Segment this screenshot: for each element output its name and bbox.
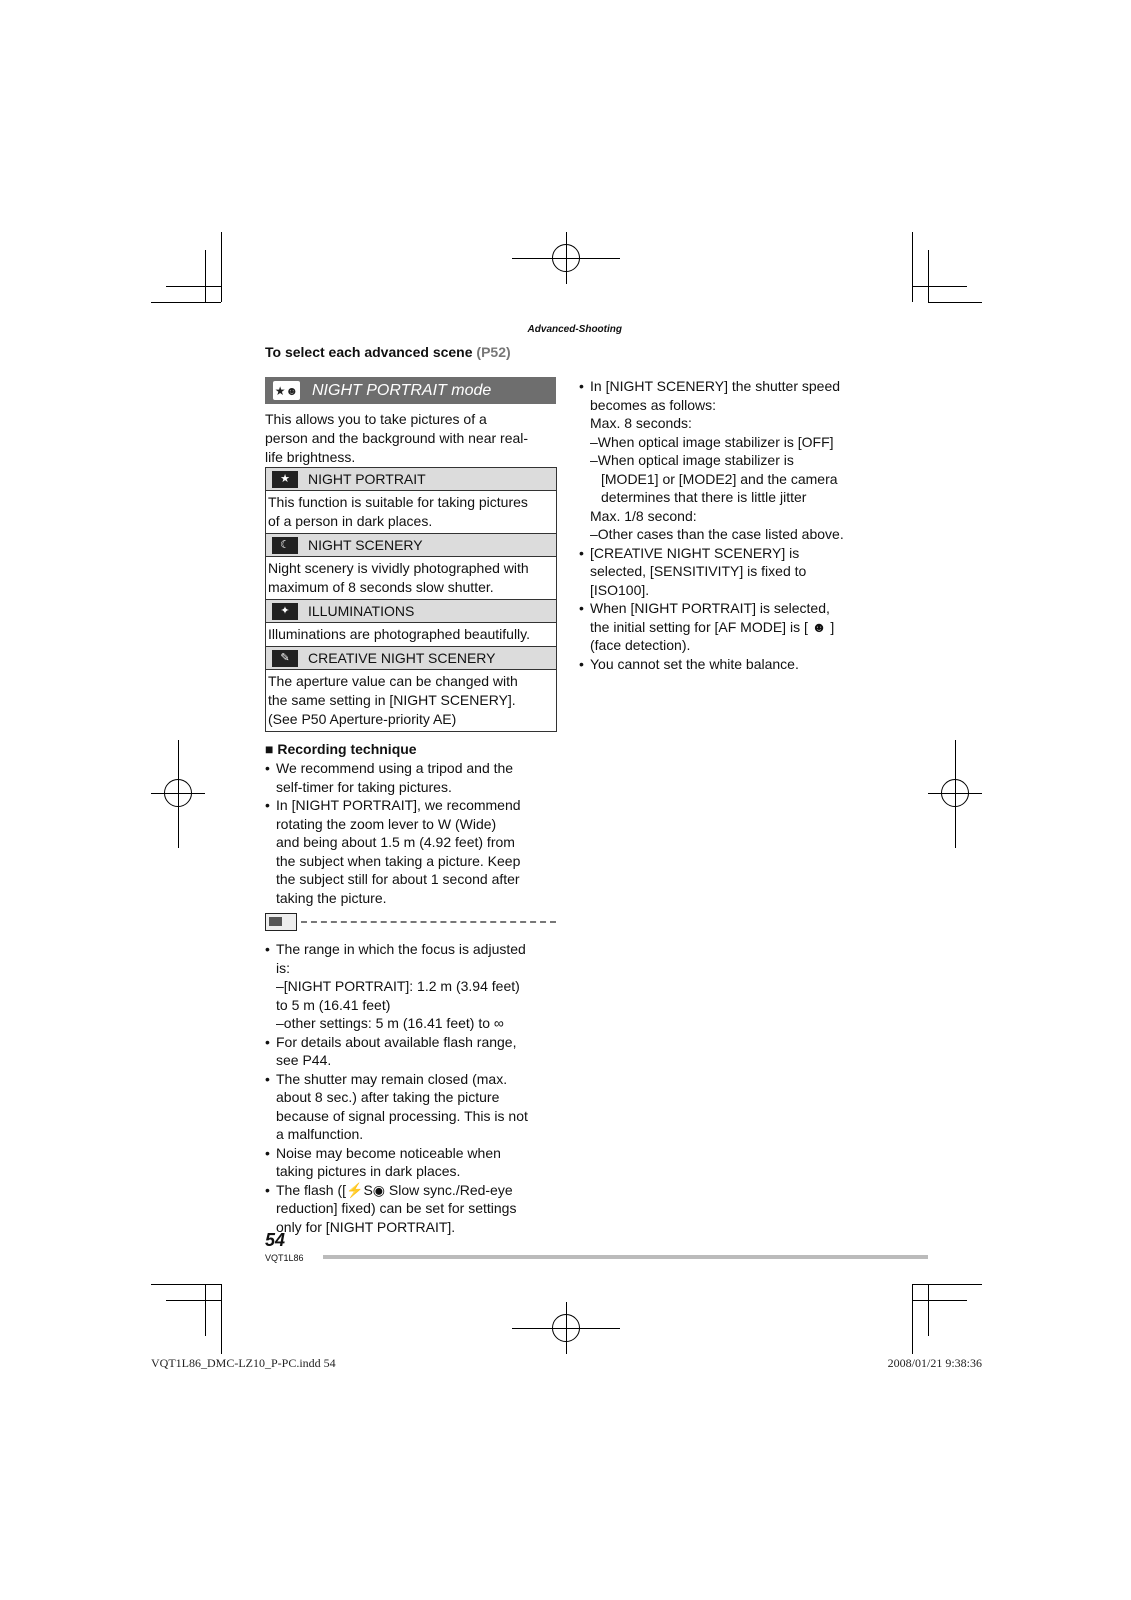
night-portrait-icon: ★ — [272, 471, 298, 488]
list-item — [265, 796, 560, 907]
scene-label: CREATIVE NIGHT SCENERY — [308, 649, 496, 666]
list-line: • In [NIGHT PORTRAIT], we recommend — [276, 797, 521, 813]
intro-line: life brightness. — [265, 449, 356, 465]
list-line: the initial setting for [AF MODE] is [ ☻ ] — [590, 618, 835, 635]
night-portrait-icon: ★☻ — [273, 381, 300, 400]
recording-list — [265, 759, 560, 907]
list-line: about 8 sec.) after taking the picture — [276, 1089, 500, 1105]
list-item — [579, 544, 879, 600]
scene-line: Night scenery is vividly photographed with — [268, 560, 529, 576]
list-line: • For details about available flash range, — [276, 1033, 517, 1050]
list-line: Max. 8 seconds: — [590, 415, 692, 431]
scene-label: NIGHT PORTRAIT — [308, 470, 426, 487]
list-line: rotating the zoom lever to W (Wide) — [276, 815, 497, 832]
list-line: • The flash ([⚡S◉ Slow sync./Red-eye — [276, 1181, 513, 1198]
footer-rule — [323, 1255, 928, 1259]
dashed-rule — [301, 921, 556, 923]
list-item — [265, 940, 560, 1033]
list-line: • In [NIGHT SCENERY] the shutter speed — [590, 378, 841, 394]
sub-item — [276, 1014, 560, 1033]
list-line: Max. 1/8 second: — [590, 507, 697, 524]
list-line: reduction] fixed) can be set for settings — [276, 1200, 517, 1216]
intro-text — [265, 410, 560, 467]
mode-banner — [265, 377, 556, 404]
scene-description — [266, 670, 556, 731]
creative-night-scenery-icon: ✎ — [272, 650, 298, 667]
scene-label: ILLUMINATIONS — [308, 602, 415, 619]
page-ref-link[interactable]: (P52) — [476, 344, 511, 360]
scene-line: maximum of 8 seconds slow shutter. — [268, 579, 494, 595]
scene-row-header — [266, 647, 556, 670]
note-icon — [265, 913, 297, 931]
list-line: selected, [SENSITIVITY] is fixed to — [590, 563, 807, 579]
list-line: [ISO100]. — [590, 581, 650, 598]
scene-label: NIGHT SCENERY — [308, 536, 423, 553]
illuminations-icon: ✦ — [272, 603, 298, 620]
list-line: • When [NIGHT PORTRAIT] is selected, — [590, 600, 830, 616]
notes-list — [265, 940, 560, 1236]
scene-description — [266, 623, 556, 647]
list-line: –When optical image stabilizer is [OFF] — [590, 433, 834, 450]
list-line: • Noise may become noticeable when — [276, 1144, 501, 1161]
note-divider — [265, 913, 556, 931]
scene-line: This function is suitable for taking pictures — [268, 494, 528, 510]
list-line: because of signal processing. This is not — [276, 1107, 528, 1124]
scene-description — [266, 557, 556, 600]
list-line: (face detection). — [590, 637, 691, 653]
intro-line: This allows you to take pictures of a — [265, 411, 487, 427]
list-line: self-timer for taking pictures. — [276, 778, 452, 795]
recording-technique — [265, 740, 560, 907]
list-line: –When optical image stabilizer is — [590, 452, 794, 468]
list-line: –[NIGHT PORTRAIT]: 1.2 m (3.94 feet) — [276, 978, 520, 994]
list-line: is: — [276, 959, 290, 976]
list-item — [579, 655, 879, 674]
scene-row-header — [266, 468, 556, 491]
list-item — [579, 599, 879, 655]
mode-title: NIGHT PORTRAIT mode — [312, 381, 492, 399]
list-line: [MODE1] or [MODE2] and the camera — [601, 470, 838, 487]
list-item — [265, 759, 560, 796]
scene-table — [265, 467, 557, 732]
list-line: the subject still for about 1 second after — [276, 871, 520, 887]
notes-section — [265, 940, 560, 1236]
list-line: • [CREATIVE NIGHT SCENERY] is — [590, 544, 800, 561]
scene-line: the same setting in [NIGHT SCENERY]. — [268, 692, 516, 708]
scene-description — [266, 491, 556, 534]
list-item — [265, 1181, 560, 1237]
section-header: Advanced-Shooting — [527, 324, 622, 335]
list-line: taking the picture. — [276, 889, 387, 906]
list-item — [265, 1144, 560, 1181]
list-line: a malfunction. — [276, 1126, 364, 1142]
list-item — [265, 1070, 560, 1144]
file-slug: VQT1L86_DMC-LZ10_P-PC.indd 54 — [151, 1356, 336, 1370]
page-number: 54 — [265, 1230, 286, 1250]
list-line: see P44. — [276, 1052, 332, 1068]
list-item — [265, 1033, 560, 1070]
right-column — [579, 377, 879, 673]
list-line: determines that there is little jitter — [601, 489, 807, 505]
intro-line: person and the background with near real- — [265, 430, 529, 446]
scene-line: The aperture value can be changed with — [268, 673, 518, 689]
scene-line: Illuminations are photographed beautifully. — [268, 626, 531, 642]
doc-code: VQT1L86 — [265, 1253, 304, 1263]
list-line: to 5 m (16.41 feet) — [276, 996, 391, 1013]
list-line: –Other cases than the case listed above. — [590, 526, 844, 542]
timestamp-slug: 2008/01/21 9:38:36 — [887, 1356, 982, 1370]
right-list — [579, 377, 879, 673]
list-line: –other settings: 5 m (16.41 feet) to ∞ — [276, 1015, 504, 1031]
list-line: the subject when taking a picture. Keep — [276, 852, 521, 869]
scene-row-header — [266, 534, 556, 557]
list-line: • We recommend using a tripod and the — [276, 760, 514, 776]
recording-heading: ■ Recording technique — [265, 741, 417, 757]
list-line: taking pictures in dark places. — [276, 1163, 461, 1179]
list-line: and being about 1.5 m (4.92 feet) from — [276, 834, 515, 850]
scene-line: of a person in dark places. — [268, 513, 433, 529]
scene-line: (See P50 Aperture-priority AE) — [268, 711, 457, 727]
list-line: only for [NIGHT PORTRAIT]. — [276, 1218, 456, 1235]
select-heading-text: To select each advanced scene — [265, 344, 473, 360]
scene-row-header — [266, 600, 556, 623]
sub-item — [276, 977, 560, 1014]
list-line: • The range in which the focus is adjusted — [276, 941, 526, 957]
list-line: becomes as follows: — [590, 396, 717, 413]
list-line: • The shutter may remain closed (max. — [276, 1070, 508, 1087]
select-heading — [265, 344, 511, 360]
list-item — [579, 377, 879, 544]
list-line: • You cannot set the white balance. — [590, 655, 799, 672]
night-scenery-icon: ☾ — [272, 537, 298, 554]
